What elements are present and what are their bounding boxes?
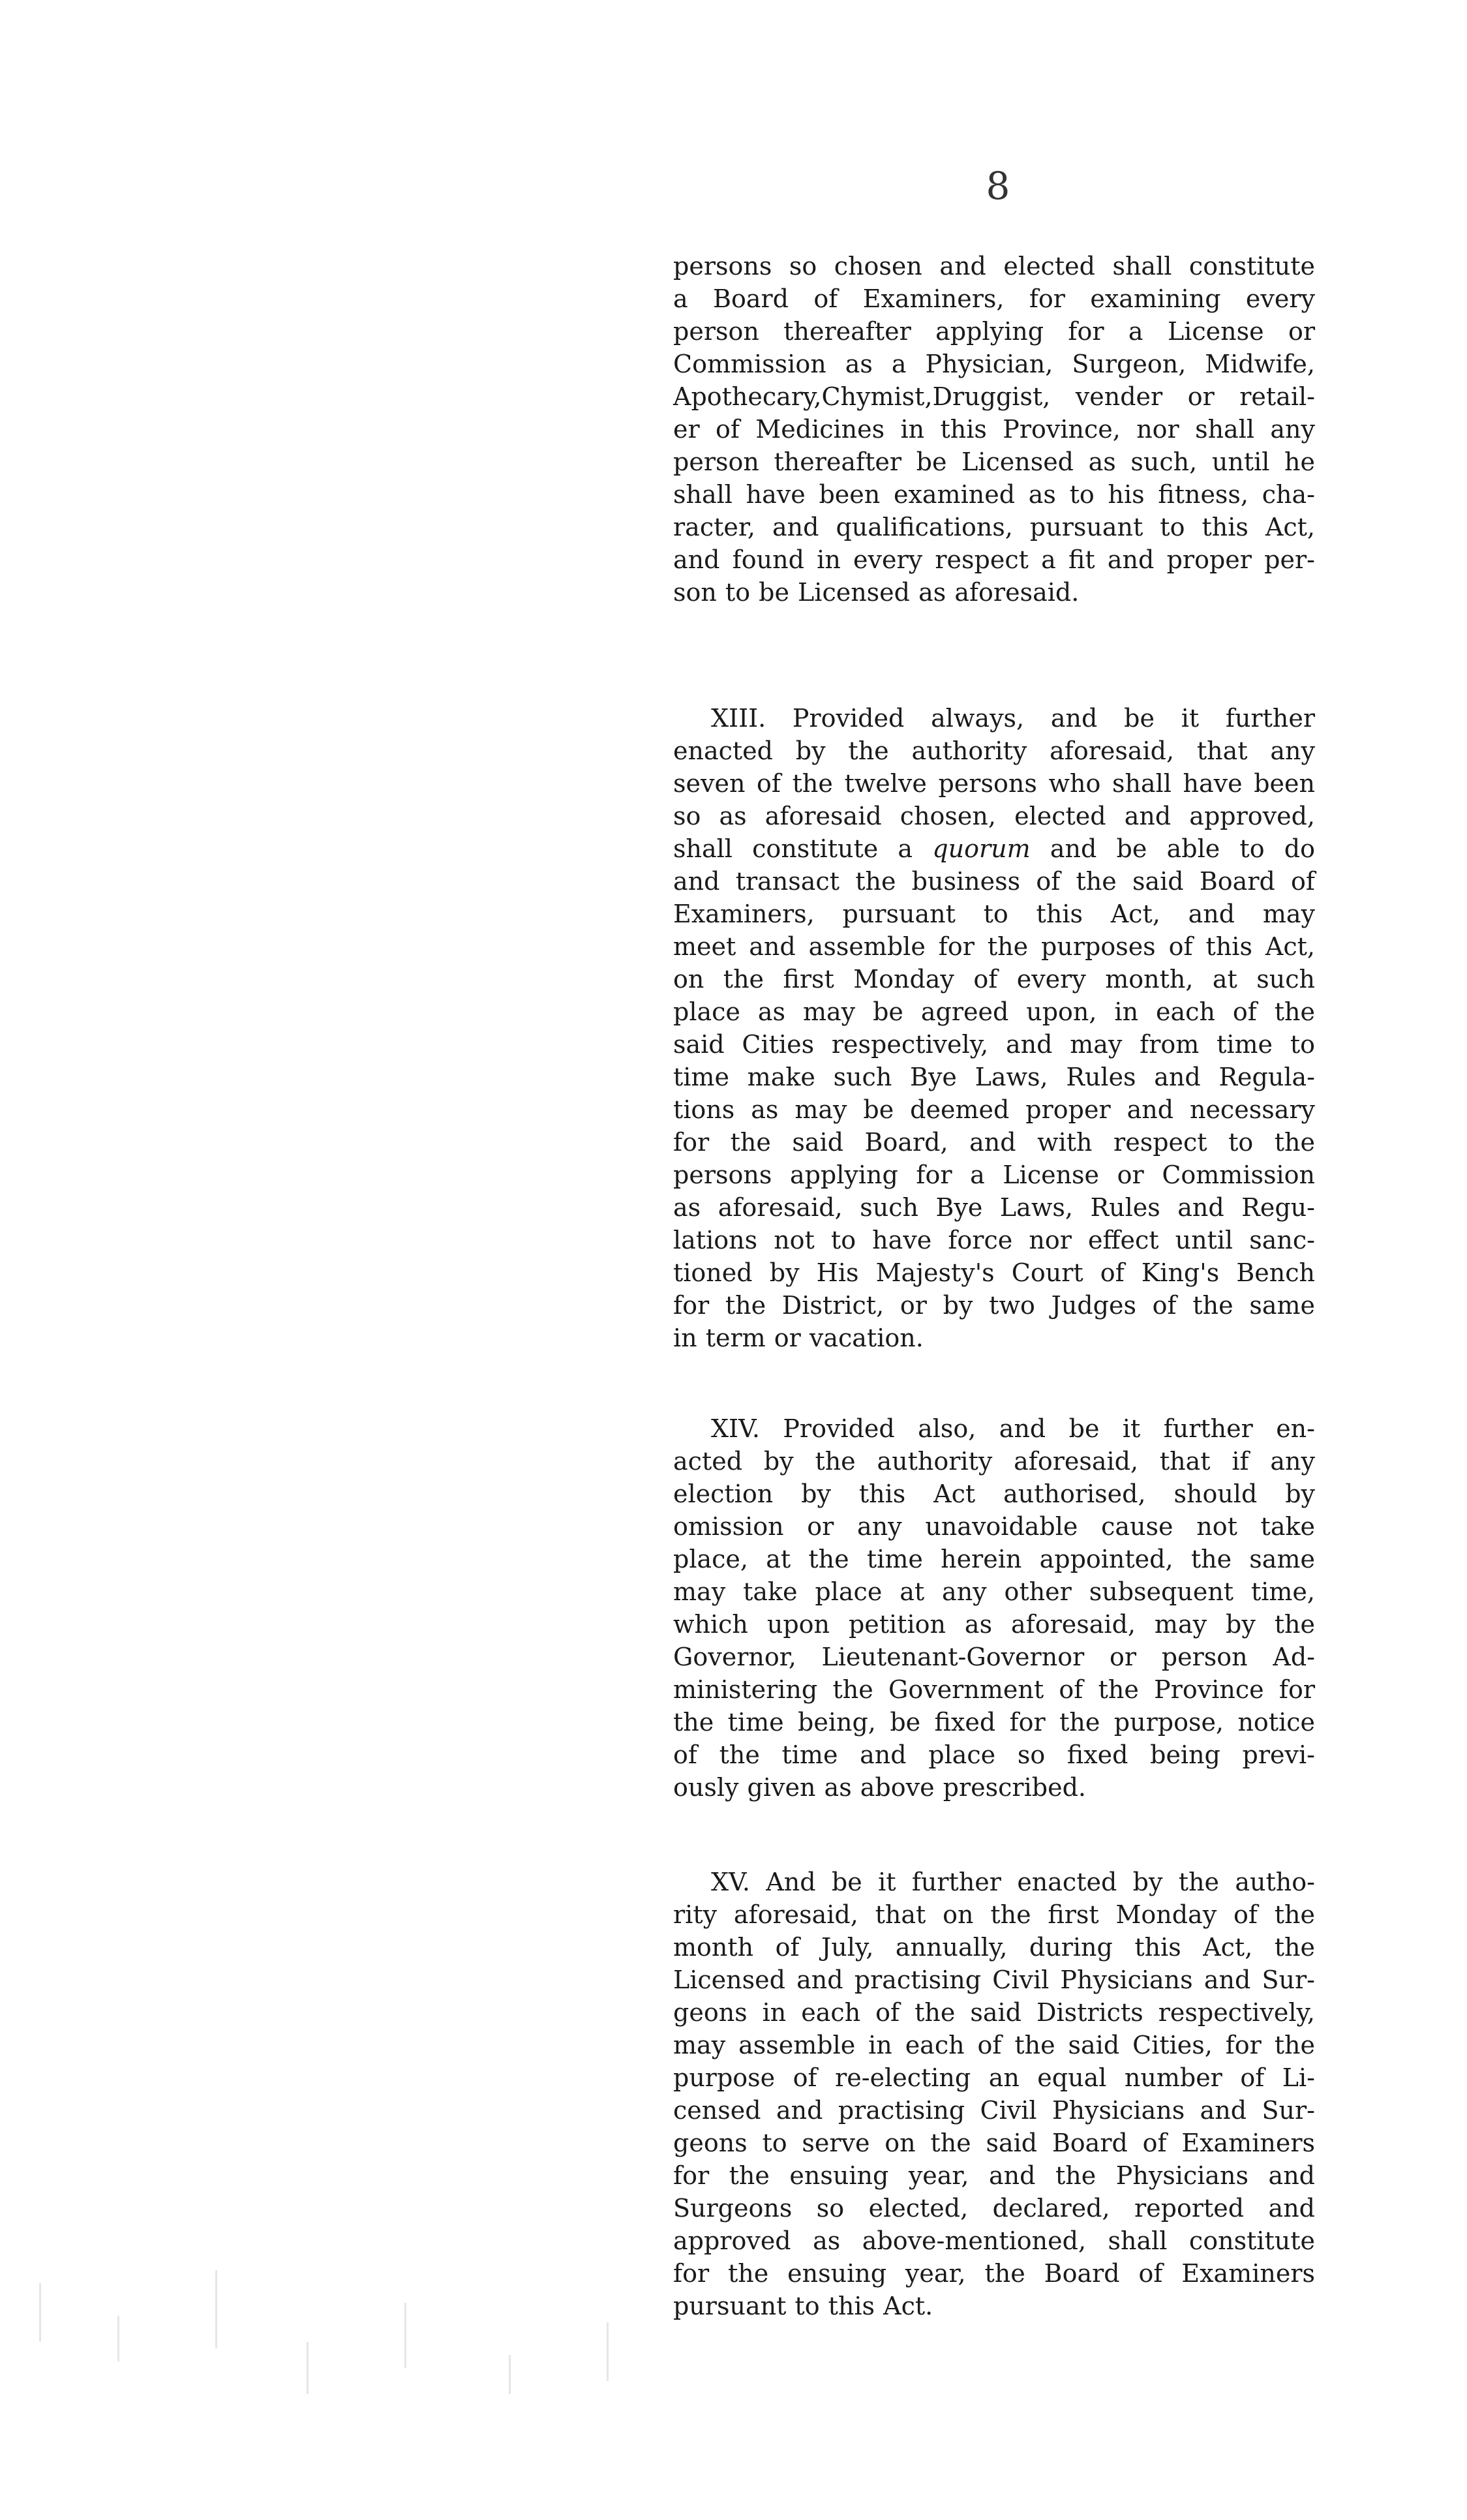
page-number: 8 <box>986 164 1010 208</box>
text-line: in term or vacation. <box>673 1324 924 1352</box>
text-line: on the first Monday of every month, at such <box>673 965 1315 994</box>
text-line: for the ensuing year, and the Physicians and <box>673 2161 1315 2190</box>
text-line: lations not to have force nor effect until sanc- <box>673 1226 1315 1254</box>
text-line: person thereafter be Licensed as such, until he <box>673 448 1315 476</box>
text-line: enacted by the authority aforesaid, that any <box>673 736 1315 765</box>
text-line: Examiners, pursuant to this Act, and may <box>673 900 1315 928</box>
text-line: pursuant to this Act. <box>673 2292 933 2320</box>
text-line: purpose of re-electing an equal number of Li- <box>673 2063 1315 2092</box>
text-line: for the ensuing year, the Board of Examiners <box>673 2259 1315 2288</box>
text-line: son to be Licensed as aforesaid. <box>673 578 1080 607</box>
text-line: persons applying for a License or Commission <box>673 1161 1315 1189</box>
section-xiii <box>673 702 1315 1354</box>
italic-term: quorum <box>932 834 1031 863</box>
section-xv <box>673 1866 1315 2322</box>
text-line: tions as may be deemed proper and necessary <box>673 1095 1315 1124</box>
text-line: omission or any unavoidable cause not take <box>673 1512 1315 1541</box>
text-line: censed and practising Civil Physicians and Sur- <box>673 2096 1315 2125</box>
text-line: and found in every respect a fit and proper per- <box>673 545 1315 574</box>
text-line: person thereafter applying for a License or <box>673 317 1315 346</box>
text-line: shall have been examined as to his fitness, cha- <box>673 480 1315 509</box>
text-line: said Cities respectively, and may from time to <box>673 1030 1315 1059</box>
text-line: for the District, or by two Judges of the same <box>673 1291 1315 1320</box>
text-line: election by this Act authorised, should by <box>673 1480 1315 1508</box>
text-line: of the time and place so fixed being previ- <box>673 1740 1315 1769</box>
text-line: time make such Bye Laws, Rules and Regula- <box>673 1063 1315 1091</box>
text-line: tioned by His Majesty's Court of King's Bench <box>673 1258 1315 1287</box>
text-line: rity aforesaid, that on the first Monday of the <box>673 1900 1315 1929</box>
scan-mark <box>307 2342 309 2394</box>
text-line: which upon petition as aforesaid, may by the <box>673 1610 1315 1639</box>
text-line: the time being, be fixed for the purpose, notice <box>673 1708 1315 1737</box>
text-line: for the said Board, and with respect to the <box>673 1128 1315 1157</box>
scan-mark <box>404 2303 406 2368</box>
text-line: a Board of Examiners, for examining every <box>673 284 1315 313</box>
text-line: as aforesaid, such Bye Laws, Rules and Regu- <box>673 1193 1315 1222</box>
text-line: shall constitute a quorum and be able to do <box>673 834 1316 863</box>
text-line: XIV. Provided also, and be it further en- <box>711 1414 1315 1443</box>
scan-mark <box>509 2355 511 2394</box>
text-line: Commission as a Physician, Surgeon, Midwife, <box>673 350 1315 378</box>
scan-mark <box>607 2322 609 2381</box>
text-line: Governor, Lieutenant-Governor or person Ad- <box>673 1643 1315 1671</box>
text-line: may assemble in each of the said Cities, for the <box>673 2031 1315 2059</box>
text-line: Licensed and practising Civil Physicians and Sur- <box>673 1966 1315 1994</box>
text-line: er of Medicines in this Province, nor shall any <box>673 415 1315 444</box>
text-line: Apothecary,Chymist,Druggist, vender or retail- <box>673 382 1315 411</box>
text-line: approved as above-mentioned, shall constitute <box>673 2226 1315 2255</box>
text-line: place, at the time herein appointed, the same <box>673 1545 1315 1573</box>
text-line: seven of the twelve persons who shall have been <box>673 769 1315 798</box>
text-line: may take place at any other subsequent time, <box>673 1577 1315 1606</box>
text-line: acted by the authority aforesaid, that if any <box>673 1447 1315 1476</box>
scan-mark <box>39 2283 41 2342</box>
text-line: racter, and qualifications, pursuant to this Act, <box>673 513 1315 541</box>
text-line: geons to serve on the said Board of Examiners <box>673 2129 1315 2157</box>
text-line: ministering the Government of the Province for <box>673 1675 1315 1704</box>
scan-mark <box>215 2270 217 2348</box>
text-line: place as may be agreed upon, in each of the <box>673 997 1315 1026</box>
text-line: so as aforesaid chosen, elected and approved, <box>673 802 1315 830</box>
text-line: persons so chosen and elected shall constitute <box>673 252 1315 281</box>
text-line: ously given as above prescribed. <box>673 1773 1086 1802</box>
paragraph-continuation <box>673 250 1315 609</box>
text-line: XIII. Provided always, and be it further <box>711 704 1315 733</box>
text-line: geons in each of the said Districts respectively, <box>673 1998 1315 2027</box>
text-line: XV. And be it further enacted by the autho- <box>711 1868 1315 1896</box>
text-line: Surgeons so elected, declared, reported and <box>673 2194 1315 2223</box>
text-line: month of July, annually, during this Act, the <box>673 1933 1315 1962</box>
section-xiv <box>673 1412 1315 1804</box>
scan-mark <box>117 2316 119 2361</box>
text-line: meet and assemble for the purposes of this Act, <box>673 932 1315 961</box>
text-line: and transact the business of the said Board of <box>673 867 1315 896</box>
